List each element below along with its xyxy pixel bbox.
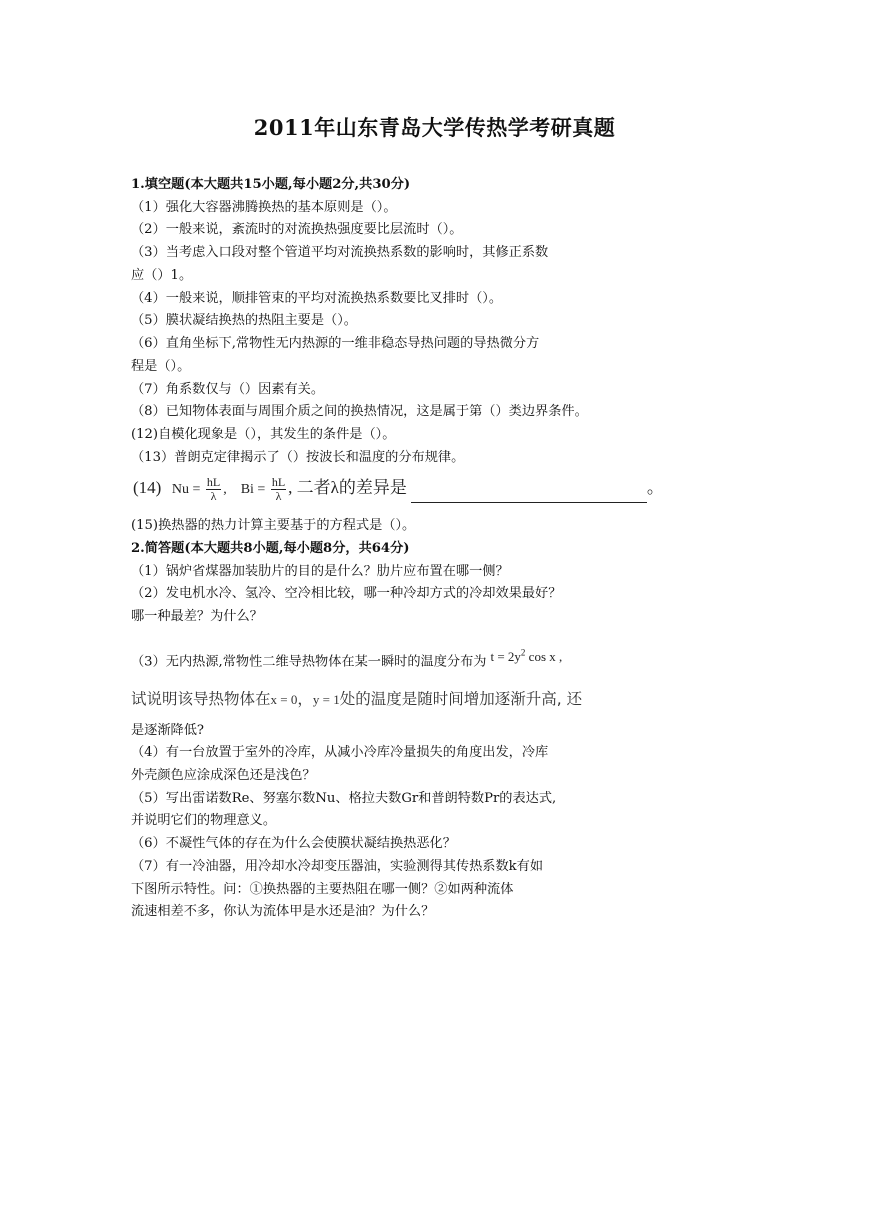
bi-numerator: hL xyxy=(271,475,286,490)
s1-q3-line1: （3）当考虑入口段对整个管道平均对流换热系数的影响时，其修正系数 xyxy=(131,245,549,260)
s2-q7-line3: 流速相差不多，你认为流体甲是水还是油？为什么？ xyxy=(131,904,435,919)
s1-q8: （8）已知物体表面与周围介质之间的换热情况，这是属于第（）类边界条件。 xyxy=(131,404,588,419)
s1-q4: （4）一般来说，顺排管束的平均对流换热系数要比叉排时（）。 xyxy=(131,291,503,306)
s2-q6: （6）不凝性气体的存在为什么会使膜状凝结换热恶化？ xyxy=(131,836,456,851)
s2-q3b-sep: ， xyxy=(297,690,313,708)
s1-q3-line2: 应（）1。 xyxy=(131,268,193,283)
s2-q2-line1: （2）发电机水冷、氢冷、空冷相比较，哪一种冷却方式的冷却效果最好？ xyxy=(131,586,562,601)
s2-q5-line1: （5）写出雷诺数Re、努塞尔数Nu、格拉夫数Gr和普朗特数Pr的表达式, xyxy=(131,791,557,806)
s2-q7-line2: 下图所示特性。问：①换热器的主要热阻在哪一侧？②如两种流体 xyxy=(131,882,514,897)
q14-end: 。 xyxy=(646,478,664,497)
q14-text: , 二者λ的差异是 xyxy=(288,478,407,497)
s1-q6-line1: （6）直角坐标下,常物性无内热源的一维非稳态导热问题的导热微分方 xyxy=(131,336,540,351)
q14-label: (14) xyxy=(133,478,162,497)
s1-q14-formula: (14) Nu = $\frac{hL}{\lambda}$ , Bi = $\frac{hL}{\lambda}$ , 二者λ的差异是 。 xyxy=(133,475,664,504)
nu-numerator: hL xyxy=(206,475,221,490)
answer-blank xyxy=(411,486,647,503)
s1-q2: （2）一般来说，紊流时的对流换热强度要比层流时（）。 xyxy=(131,222,463,237)
s2-q5-line2: 并说明它们的物理意义。 xyxy=(131,813,277,828)
bi-denominator: λ xyxy=(275,489,282,504)
s1-q1: （1）强化大容器沸腾换热的基本原则是（）。 xyxy=(131,200,397,215)
temperature-formula xyxy=(490,649,562,664)
formula-t: t = 2y xyxy=(490,649,521,665)
section1-heading: 1.填空题(本大题共15小题,每小题2分,共30分) xyxy=(131,177,411,192)
s2-q2-line2: 哪一种最差？为什么？ xyxy=(131,609,263,624)
s1-q13: （13）普朗克定律揭示了（）按波长和温度的分布规律。 xyxy=(131,450,465,465)
s2-q3-line1 xyxy=(131,648,562,671)
s2-q7-line1: （7）有一冷油器，用冷却水冷却变压器油，实验测得其传热系数k有如 xyxy=(131,859,544,874)
s2-q3b-y: y = 1 xyxy=(312,692,340,707)
page-title: 2011年山东青岛大学传热学考研真题 xyxy=(253,115,616,140)
formula-cos: cos x , xyxy=(525,649,563,665)
s2-q3-line3: 是逐渐降低? xyxy=(131,723,205,738)
bi-symbol: Bi = xyxy=(240,482,266,497)
s2-q3b-post: 处的温度是随时间增加逐渐升高, 还 xyxy=(339,690,583,708)
nu-symbol: Nu = xyxy=(171,482,201,497)
s2-q3b-x: x = 0 xyxy=(270,692,298,707)
section2-heading: 2.简答题(本大题共8小题,每小题8分，共64分) xyxy=(131,541,410,556)
s2-q3b-pre: 试说明该导热物体在 xyxy=(131,690,271,708)
s2-q3-text: （3）无内热源,常物性二维导热物体在某一瞬时的温度分布为 xyxy=(131,654,487,670)
s2-q1: （1）锅炉省煤器加装肋片的目的是什么？肋片应布置在哪一侧？ xyxy=(131,564,509,579)
nu-denominator: λ xyxy=(210,489,217,504)
s1-q12: (12)自模化现象是（），其发生的条件是（）。 xyxy=(131,427,396,442)
s1-q7: （7）角系数仅与（）因素有关。 xyxy=(131,382,325,397)
s1-q15: (15)换热器的热力计算主要基于的方程式是（）。 xyxy=(131,518,416,533)
bi-fraction xyxy=(271,476,286,503)
s1-q5: （5）膜状凝结换热的热阻主要是（）。 xyxy=(131,313,357,328)
s2-q4-line2: 外壳颜色应涂成深色还是浅色？ xyxy=(131,768,316,783)
s1-q6-line2: 程是（）。 xyxy=(131,359,191,374)
s2-q4-line1: （4）有一台放置于室外的冷库，从减小冷库冷量损失的角度出发，冷库 xyxy=(131,745,549,760)
nu-fraction xyxy=(206,476,221,503)
s2-q3-line2 xyxy=(131,690,582,709)
formula-sup: 2 xyxy=(520,648,526,658)
